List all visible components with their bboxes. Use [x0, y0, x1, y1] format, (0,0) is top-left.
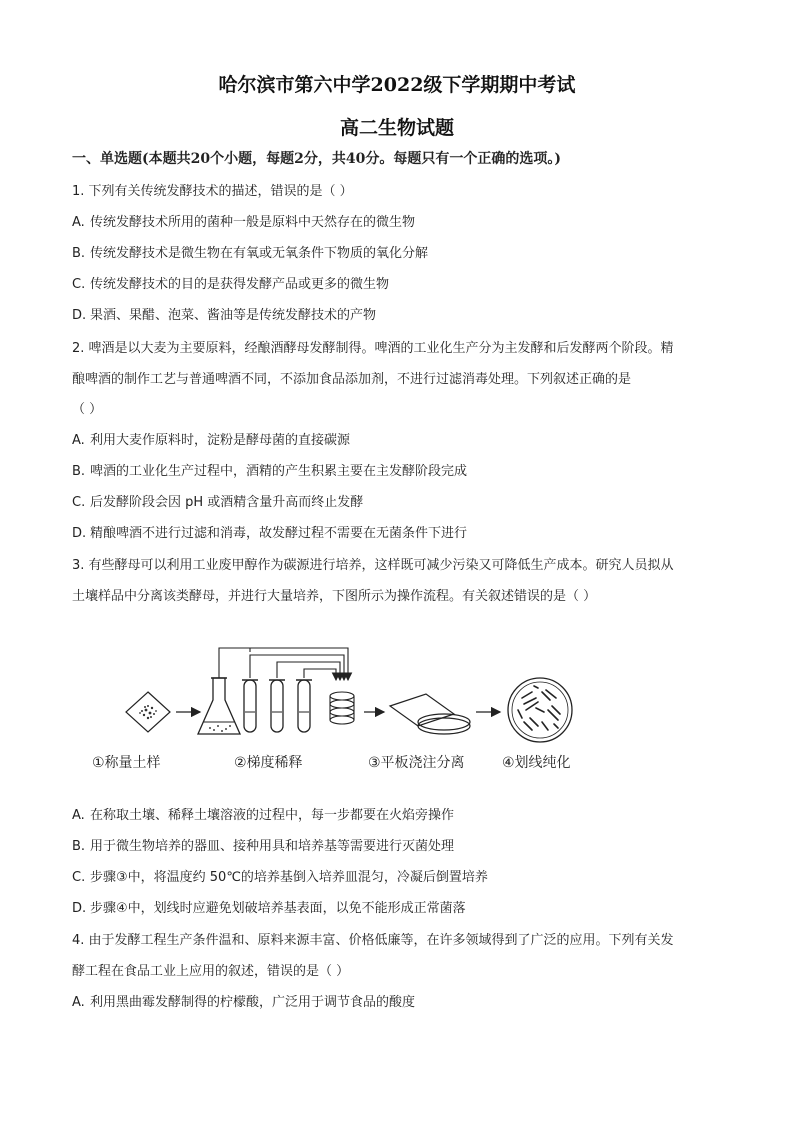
q2-option-c	[72, 494, 732, 512]
q4-stem-line-2: 酵工程在食品工业上应用的叙述，错误的是（ ）	[72, 964, 350, 979]
option-text: 果酒、果醋、泡菜、酱油等是传统发酵技术的产物	[90, 308, 377, 323]
q3-option-b	[72, 838, 732, 856]
option-letter: B.	[72, 839, 86, 854]
q3-option-c	[72, 869, 732, 887]
q2-stem-line-3: （ ）	[72, 402, 103, 417]
q4-option-a	[72, 994, 732, 1012]
q3-option-a	[72, 807, 732, 825]
option-letter: C.	[72, 495, 86, 510]
q2-option-b	[72, 463, 732, 481]
option-text: 在称取土壤、稀释土壤溶液的过程中，每一步都要在火焰旁操作	[90, 808, 455, 823]
figure-caption-1: ①称量土样	[92, 755, 161, 771]
option-letter: D.	[72, 308, 87, 323]
option-text: 传统发酵技术的目的是获得发酵产品或更多的微生物	[90, 277, 390, 292]
q1-option-d	[72, 307, 732, 325]
option-text: 传统发酵技术所用的菌种一般是原料中天然存在的微生物	[90, 215, 416, 230]
q3-option-d	[72, 900, 732, 918]
figure-caption-3: ③平板浇注分离	[368, 755, 465, 771]
q1-stem: 1. 下列有关传统发酵技术的描述，错误的是（ ）	[72, 184, 353, 199]
q1-option-a	[72, 214, 732, 232]
option-text: 传统发酵技术是微生物在有氧或无氧条件下物质的氧化分解	[90, 246, 429, 261]
option-letter: D.	[72, 526, 87, 541]
exam-title: 哈尔滨市第六中学2022级下学期期中考试	[218, 74, 576, 96]
q2-option-d	[72, 525, 732, 543]
plate-stack-icon	[330, 692, 354, 724]
test-tube-icon	[242, 680, 258, 732]
option-text: 啤酒的工业化生产过程中，酒精的产生积累主要在主发酵阶段完成	[90, 464, 468, 479]
option-text: 后发酵阶段会因 pH 或酒精含量升高而终止发酵	[90, 495, 364, 510]
section-heading: 一、单选题(本题共20个小题，每题2分，共40分。每题只有一个正确的选项。)	[72, 151, 561, 167]
q2-stem-line-1: 2. 啤酒是以大麦为主要原料，经酿酒酵母发酵制得。啤酒的工业化生产分为主发酵和后发酵两个阶段。精	[72, 341, 674, 356]
test-tube-icon	[296, 680, 312, 732]
q2-option-a	[72, 432, 732, 450]
figure-caption-4: ④划线纯化	[502, 755, 571, 771]
flask-icon	[198, 678, 240, 734]
streak-plate-icon	[508, 678, 572, 742]
q3-stem-line-2: 土壤样品中分离该类酵母，并进行大量培养，下图所示为操作流程。有关叙述错误的是（ ）	[72, 589, 597, 604]
option-letter: C.	[72, 277, 86, 292]
exam-subtitle: 高二生物试题	[339, 117, 454, 139]
figure-caption-2: ②梯度稀释	[234, 755, 303, 771]
option-text: 利用黑曲霉发酵制得的柠檬酸，广泛用于调节食品的酸度	[90, 995, 416, 1010]
option-text: 利用大麦作原料时，淀粉是酵母菌的直接碳源	[90, 433, 351, 448]
option-letter: A.	[72, 433, 85, 448]
q4-stem-line-1: 4. 由于发酵工程生产条件温和、原料来源丰富、价格低廉等，在许多领域得到了广泛的应用。下列有关发	[72, 933, 674, 948]
option-letter: B.	[72, 464, 86, 479]
q1-option-b	[72, 245, 732, 263]
option-letter: A.	[72, 995, 85, 1010]
option-letter: A.	[72, 215, 85, 230]
q3-stem-line-1: 3. 有些酵母可以利用工业废甲醇作为碳源进行培养，这样既可减少污染又可降低生产成本。研究人员拟从	[72, 558, 674, 573]
option-text: 用于微生物培养的器皿、接种用具和培养基等需要进行灭菌处理	[90, 839, 455, 854]
option-letter: A.	[72, 808, 85, 823]
option-text: 步骤④中，划线时应避免划破培养基表面，以免不能形成正常菌落	[90, 901, 466, 916]
q1-option-c	[72, 276, 732, 294]
option-letter: D.	[72, 901, 87, 916]
option-letter: B.	[72, 246, 86, 261]
option-text: 步骤③中，将温度约 50℃的培养基倒入培养皿混匀，冷凝后倒置培养	[90, 870, 488, 885]
soil-sample-icon	[126, 692, 170, 732]
option-letter: C.	[72, 870, 86, 885]
pour-plate-icon	[390, 694, 470, 734]
option-text: 精酿啤酒不进行过滤和消毒，故发酵过程不需要在无菌条件下进行	[90, 526, 468, 541]
transfer-lines	[219, 648, 348, 680]
test-tube-icon	[269, 680, 285, 732]
q2-stem-line-2: 酿啤酒的制作工艺与普通啤酒不同，不添加食品添加剂，不进行过滤消毒处理。下列叙述正确的是	[72, 372, 632, 387]
